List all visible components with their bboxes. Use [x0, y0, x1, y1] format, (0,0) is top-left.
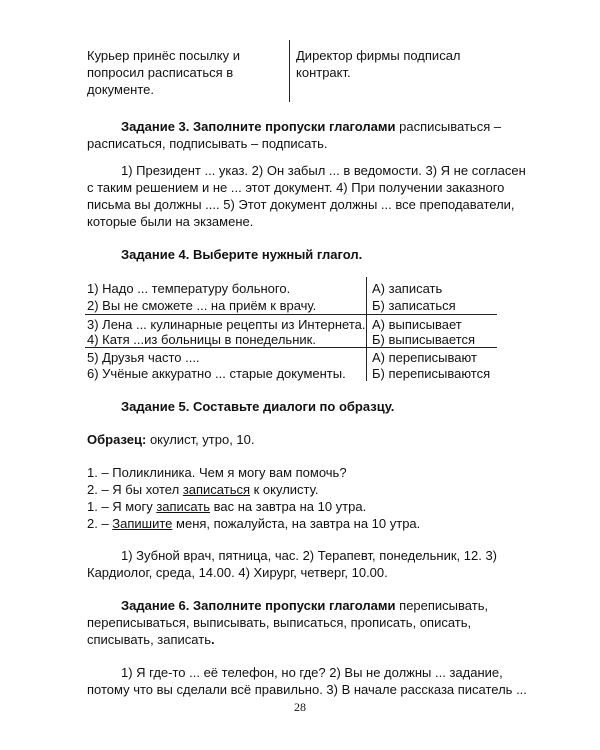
task5-dialog-3-pre: 1. – Я могу	[87, 499, 157, 514]
task4-row-6-left	[87, 365, 346, 382]
task6-verbs-2: списывать, записать	[87, 632, 211, 647]
task6-verbs-1: переписываться, выписывать, выписаться, прописать, описать,	[87, 615, 472, 630]
top-table-left-text-3: документе.	[87, 82, 154, 97]
task5-dialog-4-underlined: Запишите	[112, 516, 173, 531]
task5-dialog-2-pre: 2. – Я бы хотел	[87, 482, 183, 497]
task4-row-2-text: 2) Вы не сможете ... на приём к врачу.	[87, 298, 317, 313]
task6-verbs-line-2	[87, 631, 215, 648]
top-table-left-line-2	[87, 64, 283, 81]
task4-row-3-option: А) выписывает	[372, 317, 462, 332]
task6-body-text-2: потому что вы сделали всё правильно. 3) В начале рассказа писатель ...	[87, 682, 527, 697]
task4-table-rule-1	[85, 314, 497, 315]
page-number: 28	[294, 700, 306, 714]
task6-title-rest: переписывать,	[399, 598, 489, 613]
task3-title: Задание 3. Заполните пропуски глаголами	[121, 119, 396, 134]
task5-title: Задание 5. Составьте диалоги по образцу.	[121, 399, 395, 414]
task5-body-text-1: 1) Зубной врач, пятница, час. 2) Терапевт, понедельник, 12. 3)	[121, 548, 498, 563]
task3-heading	[121, 118, 501, 135]
task5-heading	[121, 398, 394, 415]
task5-body-text-2: Кардиолог, среда, 14.00. 4) Хирург, четверг, 10.00.	[87, 565, 388, 580]
task4-row-1-text: 1) Надо ... температуру больного.	[87, 281, 291, 296]
task3-body-text-2: с таким решением и не ... этот документ. 4) При получении заказного	[87, 180, 505, 195]
task4-row-2-right	[372, 297, 456, 314]
task3-body-text-4: которые были на экзамене.	[87, 214, 254, 229]
task3-heading-line2	[87, 135, 327, 152]
task4-row-1-option: А) записать	[372, 281, 443, 296]
task4-row-5-left	[87, 349, 200, 366]
task5-dialog-4	[87, 515, 420, 532]
task4-title: Задание 4. Выберите нужный глагол.	[121, 247, 363, 262]
top-table-right-text-2: контракт.	[296, 65, 351, 80]
task5-dialog-2	[87, 481, 318, 498]
task6-verbs-end: .	[210, 632, 215, 647]
task4-row-1-right	[372, 280, 442, 297]
task6-body-2	[87, 681, 527, 698]
task3-body-text-3: письма вы должны .... 5) Этот документ должны ... все преподаватели,	[87, 197, 515, 212]
top-table-right-line-2	[296, 64, 351, 81]
top-table-left-line-3	[87, 81, 154, 98]
task3-body-4	[87, 213, 253, 230]
top-table-divider	[289, 40, 290, 102]
task4-row-6-right	[372, 365, 490, 382]
task4-row-5-right	[372, 349, 477, 366]
task4-row-2-left	[87, 297, 316, 314]
task3-body-1	[121, 162, 526, 179]
task5-dialog-3-post: вас на завтра на 10 утра.	[210, 499, 367, 514]
task5-dialog-2-post: к окулисту.	[250, 482, 319, 497]
task5-dialog-3-underlined: записать	[156, 499, 210, 514]
top-table-left-text-2: попросил расписаться в	[87, 65, 234, 80]
task4-table-divider	[366, 277, 367, 381]
task6-body-text-1: 1) Я где-то ... её телефон, но где? 2) Вы не должны ... задание,	[121, 665, 503, 680]
task3-title-rest: расписываться –	[399, 119, 502, 134]
task4-row-4-right	[372, 331, 475, 348]
task4-row-3-text: 3) Лена ... кулинарные рецепты из Интернета.	[87, 317, 366, 332]
task5-dialog-1	[87, 464, 347, 481]
task4-row-5-option: А) переписывают	[372, 350, 477, 365]
task5-dialog-1-text: 1. – Поликлиника. Чем я могу вам помочь?	[87, 465, 347, 480]
task3-body-3	[87, 196, 515, 213]
task4-row-1-left	[87, 280, 290, 297]
task6-title: Задание 6. Заполните пропуски глаголами	[121, 598, 396, 613]
task3-verbs: расписаться, подписывать – подписать.	[87, 136, 328, 151]
task5-dialog-3	[87, 498, 366, 515]
task5-body-1	[121, 547, 497, 564]
task3-body-2	[87, 179, 504, 196]
task5-dialog-2-underlined: записаться	[182, 482, 251, 497]
task4-heading	[121, 246, 362, 263]
task6-body-1	[121, 664, 503, 681]
top-table-left-line-1	[87, 47, 283, 64]
task6-heading	[121, 597, 488, 614]
task5-sample	[87, 431, 255, 448]
task4-row-4-text: 4) Катя ...из больницы в понедельник.	[87, 332, 316, 347]
task3-body-text-1: 1) Президент ... указ. 2) Он забыл ... в ведомости. 3) Я не согласен	[121, 163, 526, 178]
top-table-right-line-1	[296, 47, 514, 64]
task4-row-6-option: Б) переписываются	[372, 366, 491, 381]
task4-row-2-option: Б) записаться	[372, 298, 456, 313]
task5-sample-value: окулист, утро, 10.	[149, 432, 255, 447]
task5-dialog-4-post: меня, пожалуйста, на завтра на 10 утра.	[172, 516, 421, 531]
task5-dialog-4-pre: 2. –	[87, 516, 113, 531]
task4-row-5-text: 5) Друзья часто ....	[87, 350, 200, 365]
task6-verbs-line	[87, 614, 471, 631]
task4-row-4-left	[87, 331, 316, 348]
task5-sample-label: Образец:	[87, 432, 147, 447]
top-table-left-text-1: Курьер принёс посылку и	[87, 48, 240, 63]
task4-row-6-text: 6) Учёные аккуратно ... старые документы.	[87, 366, 346, 381]
task4-row-4-option: Б) выписывается	[372, 332, 476, 347]
task5-body-2	[87, 564, 388, 581]
top-table-right-text-1: Директор фирмы подписал	[296, 48, 461, 63]
